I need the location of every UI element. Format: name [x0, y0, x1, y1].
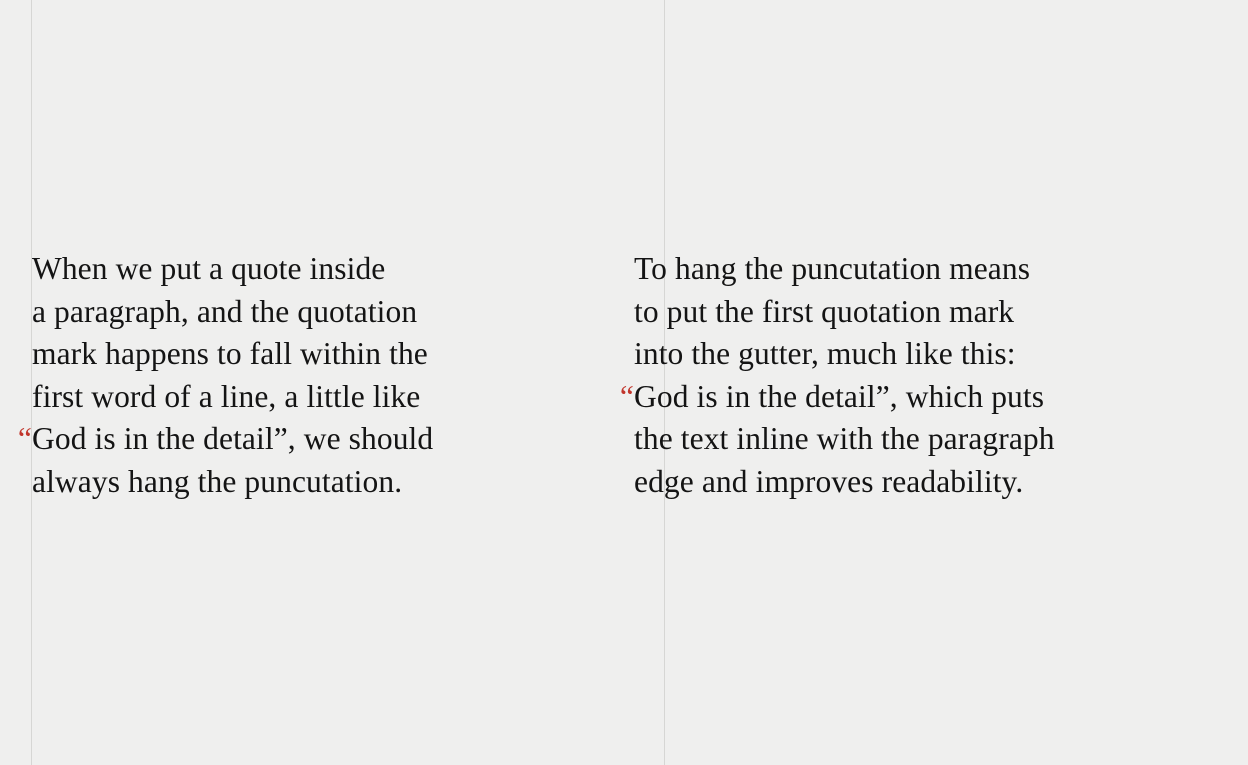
text-line — [32, 461, 593, 504]
text-line — [32, 376, 593, 419]
right-paragraph — [619, 248, 1238, 504]
line-text: first word of a line, a little like — [32, 378, 421, 414]
right-column — [619, 248, 1248, 504]
text-columns — [0, 248, 1248, 504]
text-line-hanging-quote — [619, 376, 1238, 419]
text-line — [634, 248, 1238, 291]
line-text: God is in the detail”, we should — [32, 421, 434, 457]
left-column — [0, 248, 633, 504]
hanging-quote-mark: “ — [17, 421, 32, 457]
line-text: into the gutter, much like this: — [634, 336, 1016, 372]
text-line — [32, 291, 593, 334]
text-line — [634, 418, 1238, 461]
text-line — [32, 248, 593, 291]
hanging-quote-mark: “ — [619, 378, 634, 414]
line-text: When we put a quote inside — [32, 251, 386, 286]
left-paragraph — [17, 248, 593, 504]
line-text: mark happens to fall within the — [32, 336, 428, 372]
line-text: to put the first quotation mark — [634, 293, 1015, 329]
text-line — [32, 333, 593, 376]
text-line — [634, 291, 1238, 334]
line-text: To hang the puncutation means — [634, 251, 1031, 286]
text-line — [634, 461, 1238, 504]
text-line-hanging-quote — [17, 418, 593, 461]
line-text: always hang the puncutation. — [32, 463, 403, 499]
line-text: a paragraph, and the quotation — [32, 293, 418, 329]
text-line — [634, 333, 1238, 376]
line-text: the text inline with the paragraph — [634, 421, 1055, 457]
line-text: edge and improves readability. — [634, 463, 1024, 499]
line-text: God is in the detail”, which puts — [634, 378, 1045, 414]
